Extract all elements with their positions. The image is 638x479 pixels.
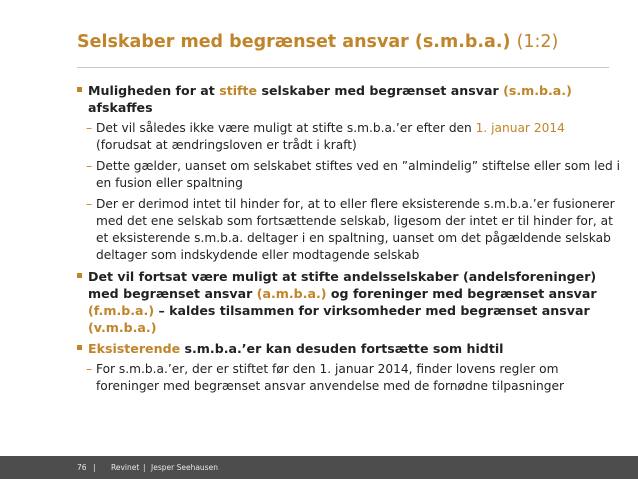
footer-organization: Revinet [111, 463, 140, 472]
bullet-highlight: (a.m.b.a.) [256, 286, 327, 301]
bullet-item [77, 82, 622, 116]
bullet-text: Det vil fortsat være muligt at stifte andelsselskaber (andelsforeninger) med begrænset ansvar [88, 269, 597, 301]
title-divider [77, 67, 609, 68]
bullet-text: – kaldes tilsammen for virksomheder med begrænset ansvar [154, 303, 590, 318]
slide-title-main: Selskaber med begrænset ansvar (s.m.b.a.) [77, 32, 511, 52]
bullet-highlight: (v.m.b.a.) [88, 320, 157, 335]
bullet-text: afskaffes [88, 100, 153, 115]
square-bullet-icon [77, 273, 82, 278]
bullet-text: selskaber med begrænset ansvar [257, 83, 504, 98]
sub-bullet-text: Der er derimod intet til hinder for, at to eller flere eksisterende s.m.b.a.’er fusionerer med det ene selskab som fortsættende selskab, ligesom der intet er til hinder for, at et eksisterende s.m.b.a. deltager i en spaltning, uanset om det pågældende selskab deltager som indskydende eller modtagende selskab [96, 197, 615, 262]
dash-bullet-icon: – [86, 362, 93, 376]
footer-separator: | [93, 463, 96, 472]
footer-separator: | [143, 463, 146, 472]
bullet-highlight: Eksisterende [88, 341, 181, 356]
dash-bullet-icon: – [86, 197, 93, 211]
slide-title [77, 32, 558, 52]
footer-author: Jesper Seehausen [151, 463, 218, 472]
sub-bullet-item [77, 196, 622, 264]
slide-title-suffix: (1:2) [516, 32, 559, 52]
bullet-item [77, 340, 622, 357]
sub-bullet-text: Dette gælder, uanset om selskabet stiftes ved en ”almindelig” stiftelse eller som led i en fusion eller spaltning [96, 159, 620, 190]
page-number: 76 [77, 463, 87, 472]
sub-bullet-text: Det vil således ikke være muligt at stifte s.m.b.a.’er efter den [96, 121, 476, 135]
bullet-highlight: (f.m.b.a.) [88, 303, 155, 318]
bullet-text: og foreninger med begrænset ansvar [326, 286, 597, 301]
bullet-highlight: stifte [219, 83, 258, 98]
sub-bullet-item [77, 120, 622, 154]
square-bullet-icon [77, 87, 82, 92]
slide-body [77, 82, 622, 399]
dash-bullet-icon: – [86, 121, 93, 135]
square-bullet-icon [77, 345, 82, 350]
bullet-text: s.m.b.a.’er kan desuden fortsætte som hidtil [180, 341, 504, 356]
sub-bullet-text: For s.m.b.a.’er, der er stiftet før den 1. januar 2014, finder lovens regler om foreninger med begrænset ansvar anvendelse med de fornødne tilpasninger [96, 362, 565, 393]
sub-bullet-highlight: 1. januar 2014 [475, 121, 565, 135]
dash-bullet-icon: – [86, 159, 93, 173]
bullet-text: Muligheden for at [88, 83, 220, 98]
footer-bar [0, 456, 638, 479]
sub-bullet-item [77, 158, 622, 192]
sub-bullet-item [77, 361, 622, 395]
bullet-item [77, 268, 622, 336]
sub-bullet-text: (forudsat at ændringsloven er trådt i kraft) [96, 138, 357, 152]
bullet-highlight: (s.m.b.a.) [503, 83, 572, 98]
